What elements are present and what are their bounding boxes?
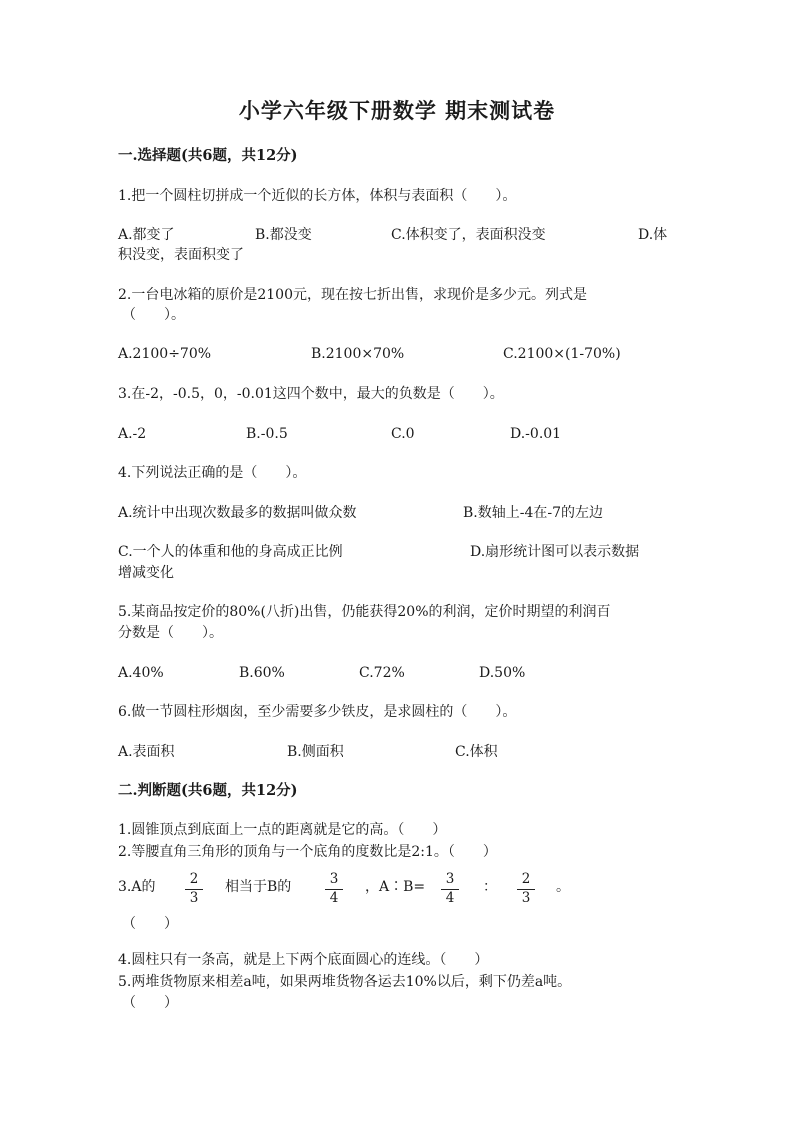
question-4-option-a: A.统计中出现次数最多的数据叫做众数 — [118, 505, 357, 521]
judgement-3-colon: ： — [483, 879, 497, 895]
fraction-3-4-a — [323, 873, 345, 905]
question-2-stem: 2.一台电冰箱的原价是2100元，现在按七折出售，求现价是多少元。列式是 — [118, 287, 587, 303]
page-title: 小学六年级下册数学 期末测试卷 — [238, 98, 556, 123]
fraction-numerator: 2 — [189, 871, 199, 887]
question-1-option-c: C.体积变了，表面积没变 — [391, 227, 546, 243]
question-3-option-d: D.-0.01 — [510, 426, 562, 442]
question-1-option-a: A.都变了 — [118, 227, 175, 243]
question-6-option-b: B.侧面积 — [287, 744, 344, 760]
fraction-denominator: 4 — [445, 889, 455, 906]
judgement-3-period: 。 — [556, 879, 570, 895]
question-1-option-d-cont: 积没变，表面积变了 — [118, 247, 244, 263]
question-1-option-d: D.体 — [638, 227, 668, 243]
question-5-option-a: A.40% — [118, 665, 164, 681]
question-2-stem-cont: （ ）。 — [122, 307, 185, 323]
judgement-3-text-a: 3.A的 — [118, 879, 156, 895]
question-4-option-d-cont: 增减变化 — [118, 565, 174, 581]
question-2-option-a: A.2100÷70% — [118, 346, 212, 362]
question-3-option-b: B.-0.5 — [246, 426, 288, 442]
question-4-option-d: D.扇形统计图可以表示数据 — [470, 544, 640, 560]
question-2-option-c: C.2100×(1-70%) — [503, 346, 621, 362]
section-heading-judgement: 二.判断题(共6题，共12分) — [118, 782, 298, 799]
fraction-denominator: 3 — [189, 889, 199, 906]
question-6-option-c: C.体积 — [455, 744, 498, 760]
question-5-stem-cont: 分数是（ ）。 — [118, 625, 223, 641]
fraction-3-4-b — [439, 873, 461, 905]
question-4-option-c: C.一个人的体重和他的身高成正比例 — [118, 544, 343, 560]
fraction-2-3-a — [183, 873, 205, 905]
judgement-2: 2.等腰直角三角形的顶角与一个底角的度数比是2:1。（ ） — [118, 844, 497, 860]
fraction-numerator: 2 — [521, 871, 531, 887]
question-1-stem: 1.把一个圆柱切拼成一个近似的长方体，体积与表面积（ ）。 — [118, 188, 517, 204]
fraction-numerator: 3 — [329, 871, 339, 887]
question-6-option-a: A.表面积 — [118, 744, 175, 760]
section-heading-choice: 一.选择题(共6题，共12分) — [118, 147, 298, 164]
question-3-stem: 3.在-2，-0.5，0，-0.01这四个数中，最大的负数是（ ）。 — [118, 386, 504, 402]
judgement-3-text-c: ，A∶B= — [365, 879, 426, 895]
question-4-stem: 4.下列说法正确的是（ ）。 — [118, 465, 307, 481]
fraction-numerator: 3 — [445, 871, 455, 887]
question-3-option-a: A.-2 — [118, 426, 147, 442]
question-5-option-c: C.72% — [359, 665, 405, 681]
question-2-option-b: B.2100×70% — [311, 346, 405, 362]
question-6-stem: 6.做一节圆柱形烟囱，至少需要多少铁皮，是求圆柱的（ ）。 — [118, 704, 517, 720]
question-4-option-b: B.数轴上-4在-7的左边 — [463, 505, 604, 521]
question-5-stem: 5.某商品按定价的80%(八折)出售，仍能获得20%的利润，定价时期望的利润百 — [118, 604, 611, 620]
fraction-denominator: 3 — [521, 889, 531, 906]
judgement-3-text-b: 相当于B的 — [225, 879, 292, 895]
question-5-option-d: D.50% — [479, 665, 526, 681]
judgement-1: 1.圆锥顶点到底面上一点的距离就是它的高。（ ） — [118, 822, 447, 838]
question-1-option-b: B.都没变 — [255, 227, 312, 243]
fraction-2-3-b — [515, 873, 537, 905]
judgement-5: 5.两堆货物原来相差a吨，如果两堆货物各运去10%以后，剩下仍差a吨。 — [118, 974, 572, 990]
judgement-5-blank: （ ） — [122, 995, 178, 1011]
judgement-4: 4.圆柱只有一条高，就是上下两个底面圆心的连线。（ ） — [118, 952, 489, 968]
judgement-3-blank: （ ） — [122, 916, 178, 932]
question-5-option-b: B.60% — [239, 665, 285, 681]
question-3-option-c: C.0 — [391, 426, 415, 442]
fraction-denominator: 4 — [329, 889, 339, 906]
